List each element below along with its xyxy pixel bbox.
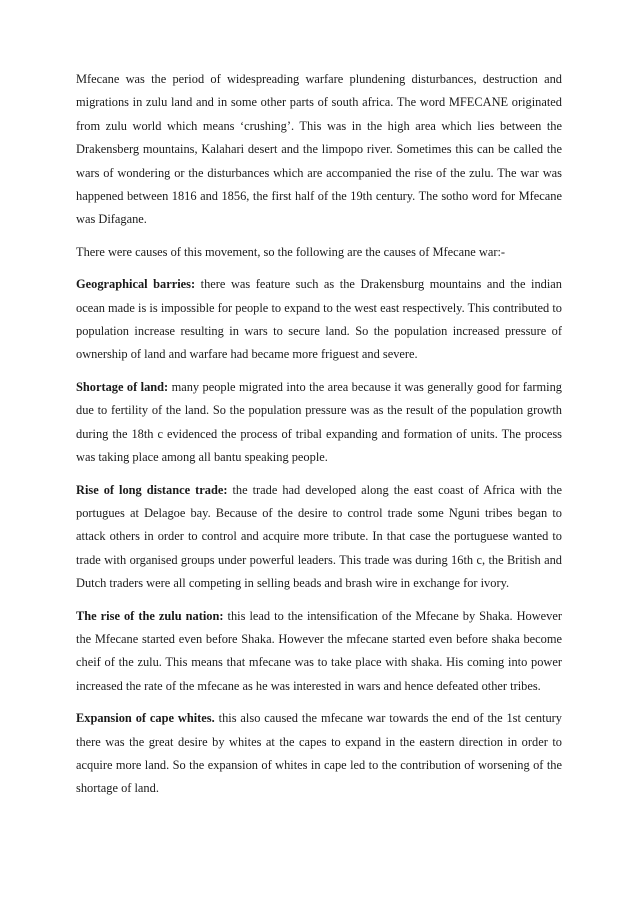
cause-paragraph-zulu-nation bbox=[76, 605, 562, 699]
cause-paragraph-shortage-of-land bbox=[76, 376, 562, 470]
document-page bbox=[76, 68, 562, 810]
cause-text: many people migrated into the area because it was generally good for farming due to fertility of the land. So the population pressure was as the result of the population growth during the 18th c evidenced the process of tribal expanding and formation of units. The process was taking place among all bantu speaking people. bbox=[76, 379, 562, 465]
cause-text: the trade had developed along the east coast of Africa with the portugues at Delagoe bay. Because of the desire to control trade some Nguni tribes began to attack others in order to control and acquire more tribute. In that case the portuguese wanted to trade with organised groups under powerful leaders. This trade was during 16th c, the British and Dutch traders were all competing in selling beads and brash wire in exchange for ivory. bbox=[76, 482, 562, 591]
cause-paragraph-geographical bbox=[76, 273, 562, 367]
cause-heading: The rise of the zulu nation: bbox=[76, 608, 224, 623]
causes-intro-paragraph: There were causes of this movement, so the following are the causes of Mfecane war:- bbox=[76, 244, 506, 259]
cause-text: this also caused the mfecane war towards the end of the 1st century there was the great desire by whites at the capes to expand in the eastern direction in order to acquire more land. So the expansion of whites in cape led to the contribution of worsening of the shortage of land. bbox=[76, 711, 562, 796]
cause-text: there was feature such as the Drakensburg mountains and the indian ocean made is is impossible for people to expand to the west east respectively. This contributed to population increase resulting in wars to secure land. So the population increased pressure of ownership of land and warfare had became more friguest and severe. bbox=[76, 277, 562, 362]
cause-heading: Rise of long distance trade: bbox=[76, 482, 228, 497]
cause-paragraph-cape-whites bbox=[76, 707, 562, 801]
cause-text: this lead to the intensification of the Mfecane by Shaka. However the Mfecane started even before Shaka. However the mfecane started even before shaka become cheif of the zulu. This means that mfecane was to take place with shaka. His coming into power increased the rate of the mfecane as he was interested in wars and hence defeated other tribes. bbox=[76, 608, 562, 693]
cause-heading: Geographical barries: bbox=[76, 277, 196, 292]
cause-heading: Expansion of cape whites. bbox=[76, 711, 215, 726]
intro-paragraph: Mfecane was the period of widespreading warfare plundening disturbances, destruction and migrations in zulu land and in some other parts of south africa. The word MFECANE originated from zulu world which means ‘crushing’. This was in the high area which lies between the Drakensberg mountains, Kalahari desert and the limpopo river. Sometimes this can be called the wars of wondering or the disturbances which are accompanied the rise of the zulu. The war was happened between 1816 and 1856, the first half of the 19th century. The sotho word for Mfecane was Difagane. bbox=[76, 72, 562, 227]
cause-paragraph-long-distance-trade bbox=[76, 479, 562, 596]
cause-heading: Shortage of land: bbox=[76, 379, 169, 394]
